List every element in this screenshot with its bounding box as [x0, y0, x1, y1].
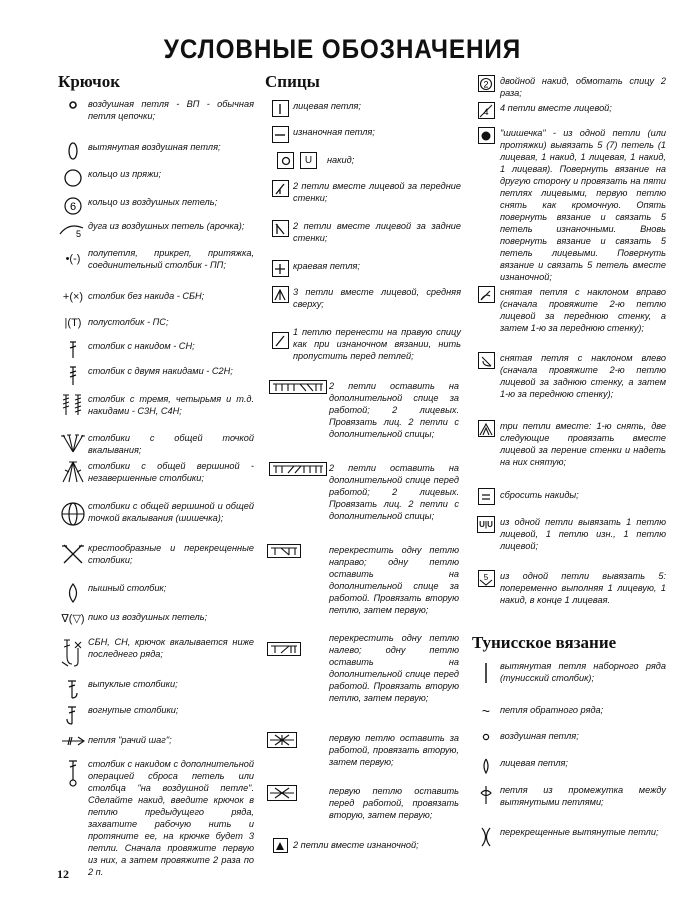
tunisian-entry: воздушная петля;: [472, 730, 672, 744]
knit-entry: снятая петля с наклоном влево (сначала провяжите 2-ю петлю лицевой за заднюю стенку, а затем 1-ю за переднюю стенку);: [472, 352, 672, 400]
cross-front-icon: [267, 785, 329, 801]
knit-entry: сбросить накиды;: [472, 488, 672, 505]
crochet-entry: ∇(▽) пико из воздушных петель;: [58, 611, 258, 625]
crochet-entry: столбики с общей вершиной и общей точкой вкалывания (шишечка);: [58, 500, 258, 528]
bobble-knit-icon: [472, 127, 500, 144]
page-title: УСЛОВНЫЕ ОБОЗНАЧЕНИЯ: [163, 34, 522, 64]
picot-icon: ∇(▽): [61, 612, 85, 625]
dot-bracket-icon: •(-): [65, 253, 81, 265]
tunisian-knit-icon: [472, 757, 500, 775]
crochet-entry: столбики с общей точкой вкалывания;: [58, 432, 258, 456]
crochet-entry: столбик с накидом с дополнительной операцией сброса петель или столбца "на воздушной петле". Сделайте накид, введите крючок в петлю предыдущего ряда, захватите рабочую нить и протяните ее, на крючке будет 3 петли. Сначала провяжите первую из них, а затем провяжите 2 раза по 2 п.: [58, 758, 258, 878]
knit-entry: три петли вместе: 1-ю снять, две следующие провязать вместе лицевой за перение стенки и надеть на них снятую;: [472, 420, 672, 468]
cable-back-icon: [267, 380, 329, 394]
page-number: 12: [57, 867, 69, 881]
plus-x-icon: +(×): [62, 291, 84, 303]
knit-entry: 2 петли вместе лицевой за передние стенки;: [267, 180, 467, 204]
k1p1k1-icon: U|U: [472, 516, 500, 533]
knit-entry: изнаночная петля;: [267, 126, 467, 143]
knit-entry: 5 из одной петли вывязать 5: попеременно выполняя 1 лицевую, 1 накид, в конце 1 лицевая.: [472, 570, 672, 606]
crochet-entry: столбик с накидом - СН;: [58, 340, 258, 360]
double-treble-icon: [58, 365, 88, 387]
crochet-entry: столбик с тремя, четырьмя и т.д. накидами - С3Н, С4Н;: [58, 393, 258, 417]
knit-entry: U|U из одной петли вывязать 1 петлю лицевой, 1 петлю изн., 1 петлю лицевой;: [472, 516, 672, 552]
triple-treble-icon: [58, 393, 88, 417]
tunisian-vertical-icon: [472, 660, 500, 686]
fan-base-icon: [58, 432, 88, 454]
knit-entry: снятая петля с наклоном вправо (сначала провяжите 2-ю петлю лицевой за переднюю стенку, а затем 1-ю за переднюю стенку);: [472, 286, 672, 334]
knit-entry: краевая петля;: [267, 260, 467, 277]
section-heading-tunisian: Тунисское вязание: [472, 633, 617, 652]
extended-stitch-icon: [58, 758, 88, 788]
knit-entry: перекрестить одну петлю налево; одну петлю оставить на дополнительной спице перед работой. Провязать вторую петлю, затем первую;: [267, 632, 467, 704]
tunisian-return-icon: ~: [481, 703, 491, 719]
tunisian-entry: перекрещенные вытянутые петли;: [472, 826, 672, 848]
tunisian-between-icon: [472, 784, 500, 806]
tunisian-entry: петля из промежутка между вытянутыми петлями;: [472, 784, 672, 808]
knit-entry: первую петлю оставить за работой, провязать вторую, затем первую;: [267, 732, 467, 768]
bobble-icon: [58, 500, 88, 528]
section-heading-knitting: Спицы: [265, 72, 320, 91]
cross-back-icon: [267, 732, 329, 748]
crochet-entry: |(T) полустолбик - ПС;: [58, 316, 258, 330]
knit-entry: лицевая петля;: [267, 100, 467, 117]
k3tog-center-icon: [267, 286, 293, 303]
svg-text:6: 6: [69, 201, 77, 213]
crochet-entry: 6 кольцо из воздушных петель;: [58, 196, 258, 216]
knit-entry: U накид;: [267, 152, 467, 169]
knit-entry: перекрестить одну петлю направо; одну петлю оставить на дополнительной спице за работой. Провязать вторую петлю, затем первую;: [267, 544, 467, 616]
svg-text:4: 4: [483, 106, 489, 117]
crochet-entry: пышный столбик;: [58, 582, 258, 604]
crochet-entry: 5 дуга из воздушных петель (арочка);: [56, 220, 258, 238]
oval-icon: [58, 141, 88, 161]
tunisian-entry: вытянутая петля наборного ряда (тунисский столбик);: [472, 660, 672, 686]
t-bracket-icon: |(T): [64, 317, 82, 329]
cross-left-icon: [267, 632, 329, 656]
large-circle-icon: [58, 168, 88, 188]
crochet-entry: крестообразные и перекрещенные столбики;: [58, 542, 258, 566]
yarn-over-icon: U: [267, 152, 327, 169]
svg-text:5: 5: [76, 229, 82, 238]
k4tog-icon: [472, 102, 500, 119]
knit-entry: 4 4 петли вместе лицевой;: [472, 102, 672, 119]
knit-entry: 2 петли вместе изнаночной;: [267, 838, 467, 853]
p2tog-icon: [267, 838, 293, 853]
slip-stitch-icon: [267, 326, 293, 349]
puff-icon: [58, 582, 88, 604]
svg-text:2: 2: [483, 79, 489, 89]
knit-stitch-icon: [267, 100, 293, 117]
raised-front-icon: [58, 678, 88, 702]
raised-back-icon: [58, 704, 88, 728]
drop-yo-icon: [472, 488, 500, 505]
edge-stitch-icon: [267, 260, 293, 277]
crochet-entry: •(-) полупетля, прикреп, притяжка, соединительный столбик - ПП;: [58, 247, 258, 271]
circle-six-icon: [58, 196, 88, 216]
crochet-entry: кольцо из пряжи;: [58, 168, 258, 188]
cross-right-icon: [267, 544, 329, 558]
knit-entry: 2 петли вместе лицевой за задние стенки;: [267, 220, 467, 244]
crochet-entry: СБН, СН, крючок вкалывается ниже последнего ряда;: [58, 636, 258, 668]
crochet-entry: петля "рачий шаг";: [58, 734, 258, 748]
double-yarn-over-icon: [472, 75, 500, 92]
knit-entry: 3 петли вместе лицевой, средняя сверху;: [267, 286, 467, 310]
tunisian-crossed-icon: [472, 826, 500, 848]
cable-front-icon: [267, 462, 329, 476]
knit-entry: 2 двойной накид, обмотать спицу 2 раза;: [472, 75, 672, 99]
small-circle-icon: [58, 98, 88, 112]
crochet-entry: вогнутые столбики;: [58, 704, 258, 728]
ssk-right-icon: [472, 286, 500, 303]
crochet-entry: столбики с общей вершиной - незавершенные столбики;: [58, 460, 258, 484]
crab-step-icon: [58, 734, 88, 748]
single-crochet-stitch-icon: [58, 340, 88, 360]
knit-entry: первую петлю оставить перед работой, провязать вторую, затем первую;: [267, 785, 467, 821]
crochet-entry: +(×) столбик без накида - СБН;: [58, 290, 258, 304]
five-from-one-icon: [472, 570, 500, 587]
svg-text:5: 5: [483, 572, 489, 582]
purl-stitch-icon: [267, 126, 293, 143]
crochet-entry: вытянутая воздушная петля;: [58, 141, 258, 161]
k3tog-slip-icon: [472, 420, 500, 437]
below-row-icon: [58, 636, 88, 668]
k2tog-back-icon: [267, 220, 293, 237]
tunisian-chain-icon: [472, 730, 500, 744]
crossed-stitches-icon: [58, 542, 88, 566]
tunisian-entry: ~ петля обратного ряда;: [472, 704, 672, 718]
fan-top-icon: [58, 460, 88, 484]
k2tog-front-icon: [267, 180, 293, 197]
ssk-left-icon: [472, 352, 500, 369]
knit-entry: 2 петли оставить на дополнительной спице перед работой; 2 лицевых. Провязать лиц. 2 петли с дополнительной спицы;: [267, 462, 467, 522]
section-heading-crochet: Крючок: [58, 72, 121, 91]
arch-five-icon: [56, 220, 88, 238]
crochet-entry: столбик с двумя накидами - С2Н;: [58, 365, 258, 387]
knit-entry: 2 петли оставить на дополнительной спице за работой; 2 лицевых. Провязать лиц. 2 петли с дополнительной спицы;: [267, 380, 467, 440]
tunisian-entry: лицевая петля;: [472, 757, 672, 775]
crochet-entry: выпуклые столбики;: [58, 678, 258, 702]
knit-entry: "шишечка" - из одной петли (или протяжки) вывязать 5 (7) петель (1 лицевая, 1 накид, 1 лицевая, 1 накид, 1 лицевая). Повернуть вязание на другую сторону и провязать на пяти петлях лицевыми, первую петлю снять как кромочную. Опять повернуть вязание и связать 5 петель изнаночными. Вновь повернуть вязание и связать 5 петель лицевыми. Повернуть вязание и связать 5 петель вместе изнаночной;: [472, 127, 672, 283]
crochet-entry: воздушная петля - ВП - обычная петля цепочки;: [58, 98, 258, 122]
knit-entry: 1 петлю перенести на правую спицу как при изнаночном вязании, нить пропустить перед петлей;: [267, 326, 467, 362]
